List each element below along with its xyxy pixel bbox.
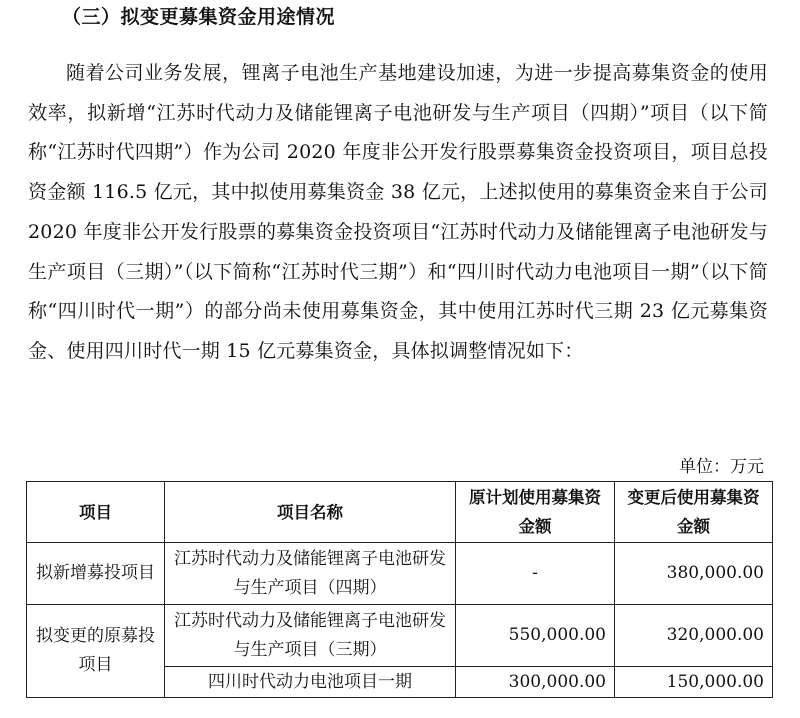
row-category: 拟变更的原募投项目 [27,605,165,698]
fund-usage-table [26,481,773,698]
row-project-name: 四川时代动力电池项目一期 [165,667,456,698]
header-name: 项目名称 [165,482,456,543]
row-changed-amount: 380,000.00 [615,543,773,605]
row-project-name: 江苏时代动力及储能锂离子电池研发与生产项目（三期） [165,605,456,667]
row-project-name: 江苏时代动力及储能锂离子电池研发与生产项目（四期） [165,543,456,605]
header-original: 原计划使用募集资金额 [456,482,615,543]
table-row [27,543,773,605]
row-original-amount: 550,000.00 [456,605,615,667]
section-heading: （三）拟变更募集资金用途情况 [62,6,336,28]
header-item: 项目 [27,482,165,543]
table-row [27,605,773,667]
table-header-row [27,482,773,543]
row-changed-amount: 150,000.00 [615,667,773,698]
header-changed: 变更后使用募集资金额 [615,482,773,543]
row-changed-amount: 320,000.00 [615,605,773,667]
row-category: 拟新增募投项目 [27,543,165,605]
row-original-amount: 300,000.00 [456,667,615,698]
body-paragraph: 随着公司业务发展，锂离子电池生产基地建设加速，为进一步提高募集资金的使用效率，拟新增“江苏时代动力及储能锂离子电池研发与生产项目（四期）”项目（以下简称“江苏时代四期”）作为公司 2020 年度非公开发行股票募集资金投资项目，项目总投资金额 116.5 亿元，其中拟使用募集资金 38 亿元，上述拟使用的募集资金来自于公司 2020 年度非公开发行股票的募集资金投资项目“江苏时代动力及储能锂离子电池研发与生产项目（三期）”（以下简称“江苏时代三期”）和“四川时代动力电池项目一期”（以下简称“四川时代一期”）的部分尚未使用募集资金，其中使用江苏时代三期 23 亿元募集资金、使用四川时代一期 15 亿元募集资金，具体拟调整情况如下： [28,62,768,362]
row-original-amount: - [456,543,615,605]
unit-label: 单位：万元 [679,457,764,477]
